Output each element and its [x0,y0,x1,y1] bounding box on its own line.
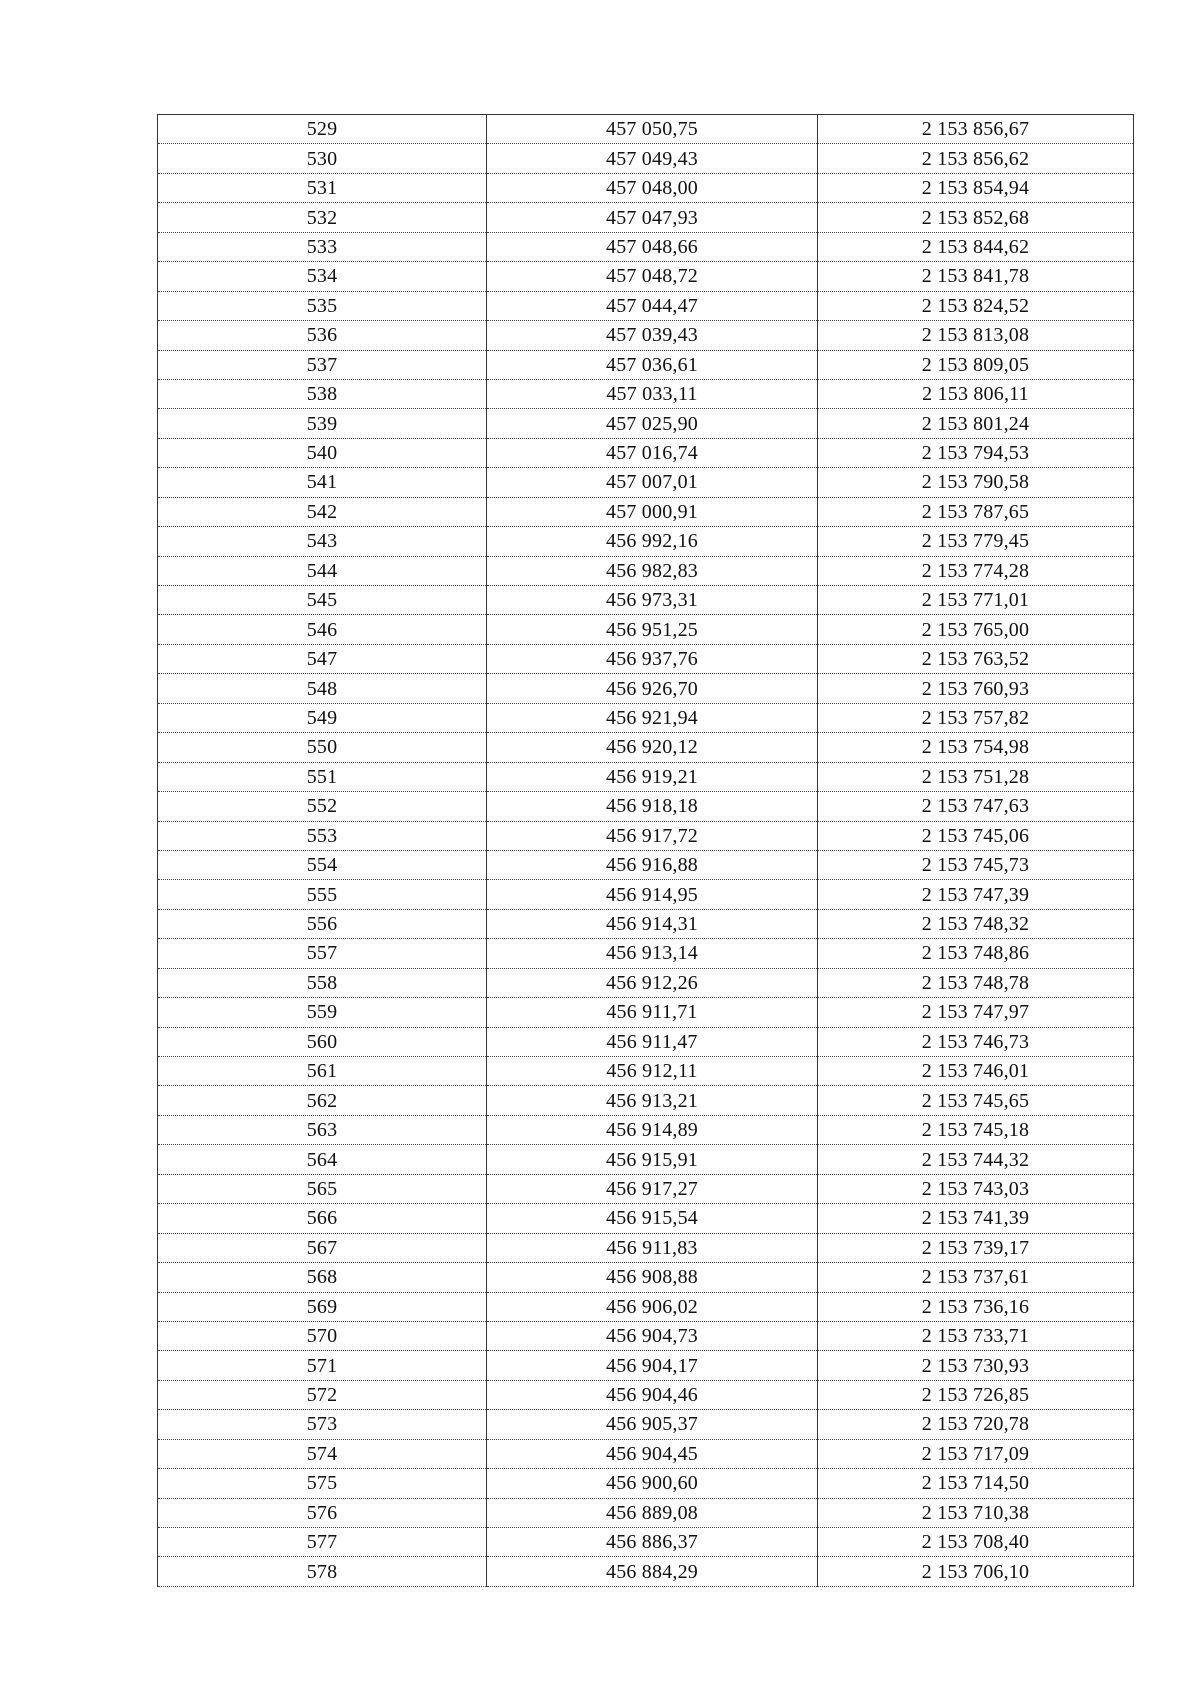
x-coordinate-cell: 456 926,70 [487,674,818,703]
table-row [158,115,1134,144]
y-coordinate-cell: 2 153 801,24 [818,409,1134,438]
table-row [158,762,1134,791]
y-coordinate-cell: 2 153 757,82 [818,703,1134,732]
point-number-cell: 531 [158,173,487,202]
x-coordinate-cell: 456 904,73 [487,1321,818,1350]
y-coordinate-cell: 2 153 745,73 [818,850,1134,879]
x-coordinate-cell: 456 919,21 [487,762,818,791]
point-number-cell: 570 [158,1321,487,1350]
x-coordinate-cell: 456 982,83 [487,556,818,585]
x-coordinate-cell: 457 049,43 [487,144,818,173]
y-coordinate-cell: 2 153 809,05 [818,350,1134,379]
point-number-cell: 573 [158,1410,487,1439]
x-coordinate-cell: 456 992,16 [487,527,818,556]
point-number-cell: 542 [158,497,487,526]
table-row [158,1380,1134,1409]
y-coordinate-cell: 2 153 854,94 [818,173,1134,202]
point-number-cell: 554 [158,850,487,879]
table-row [158,1439,1134,1468]
y-coordinate-cell: 2 153 779,45 [818,527,1134,556]
table-row [158,733,1134,762]
y-coordinate-cell: 2 153 856,62 [818,144,1134,173]
table-row [158,1321,1134,1350]
table-row [158,379,1134,408]
table-row [158,497,1134,526]
y-coordinate-cell: 2 153 746,01 [818,1057,1134,1086]
x-coordinate-cell: 456 886,37 [487,1528,818,1557]
y-coordinate-cell: 2 153 726,85 [818,1380,1134,1409]
y-coordinate-cell: 2 153 706,10 [818,1557,1134,1586]
y-coordinate-cell: 2 153 733,71 [818,1321,1134,1350]
point-number-cell: 534 [158,262,487,291]
point-number-cell: 532 [158,203,487,232]
y-coordinate-cell: 2 153 746,73 [818,1027,1134,1056]
table-row [158,586,1134,615]
x-coordinate-cell: 457 033,11 [487,379,818,408]
coordinates-table [157,114,1134,1587]
x-coordinate-cell: 457 047,93 [487,203,818,232]
point-number-cell: 547 [158,644,487,673]
x-coordinate-cell: 456 917,27 [487,1174,818,1203]
point-number-cell: 559 [158,998,487,1027]
y-coordinate-cell: 2 153 730,93 [818,1351,1134,1380]
table-row [158,821,1134,850]
y-coordinate-cell: 2 153 743,03 [818,1174,1134,1203]
point-number-cell: 575 [158,1469,487,1498]
y-coordinate-cell: 2 153 744,32 [818,1145,1134,1174]
point-number-cell: 567 [158,1233,487,1262]
table-row [158,262,1134,291]
x-coordinate-cell: 456 912,26 [487,968,818,997]
y-coordinate-cell: 2 153 708,40 [818,1528,1134,1557]
table-row [158,1115,1134,1144]
point-number-cell: 540 [158,438,487,467]
table-row [158,1204,1134,1233]
table-row [158,173,1134,202]
table-row [158,232,1134,261]
y-coordinate-cell: 2 153 748,32 [818,909,1134,938]
table-row [158,968,1134,997]
y-coordinate-cell: 2 153 720,78 [818,1410,1134,1439]
y-coordinate-cell: 2 153 763,52 [818,644,1134,673]
table-row [158,850,1134,879]
table-row [158,1469,1134,1498]
x-coordinate-cell: 456 906,02 [487,1292,818,1321]
x-coordinate-cell: 456 911,47 [487,1027,818,1056]
x-coordinate-cell: 457 050,75 [487,115,818,144]
point-number-cell: 564 [158,1145,487,1174]
table-row [158,438,1134,467]
x-coordinate-cell: 456 916,88 [487,850,818,879]
y-coordinate-cell: 2 153 737,61 [818,1263,1134,1292]
point-number-cell: 562 [158,1086,487,1115]
point-number-cell: 576 [158,1498,487,1527]
y-coordinate-cell: 2 153 748,78 [818,968,1134,997]
x-coordinate-cell: 456 973,31 [487,586,818,615]
table-row [158,939,1134,968]
y-coordinate-cell: 2 153 813,08 [818,321,1134,350]
point-number-cell: 539 [158,409,487,438]
table-row [158,615,1134,644]
table-row [158,1027,1134,1056]
point-number-cell: 541 [158,468,487,497]
point-number-cell: 548 [158,674,487,703]
point-number-cell: 577 [158,1528,487,1557]
table-row [158,291,1134,320]
y-coordinate-cell: 2 153 745,18 [818,1115,1134,1144]
point-number-cell: 568 [158,1263,487,1292]
x-coordinate-cell: 457 036,61 [487,350,818,379]
point-number-cell: 561 [158,1057,487,1086]
point-number-cell: 550 [158,733,487,762]
x-coordinate-cell: 456 914,95 [487,880,818,909]
x-coordinate-cell: 457 000,91 [487,497,818,526]
point-number-cell: 536 [158,321,487,350]
y-coordinate-cell: 2 153 794,53 [818,438,1134,467]
table-row [158,556,1134,585]
table-row [158,703,1134,732]
x-coordinate-cell: 456 905,37 [487,1410,818,1439]
y-coordinate-cell: 2 153 852,68 [818,203,1134,232]
x-coordinate-cell: 457 025,90 [487,409,818,438]
point-number-cell: 533 [158,232,487,261]
y-coordinate-cell: 2 153 717,09 [818,1439,1134,1468]
y-coordinate-cell: 2 153 710,38 [818,1498,1134,1527]
y-coordinate-cell: 2 153 754,98 [818,733,1134,762]
y-coordinate-cell: 2 153 765,00 [818,615,1134,644]
table-row [158,1057,1134,1086]
x-coordinate-cell: 457 016,74 [487,438,818,467]
x-coordinate-cell: 456 921,94 [487,703,818,732]
x-coordinate-cell: 456 913,14 [487,939,818,968]
y-coordinate-cell: 2 153 824,52 [818,291,1134,320]
y-coordinate-cell: 2 153 787,65 [818,497,1134,526]
x-coordinate-cell: 456 889,08 [487,1498,818,1527]
point-number-cell: 574 [158,1439,487,1468]
x-coordinate-cell: 456 915,54 [487,1204,818,1233]
point-number-cell: 546 [158,615,487,644]
x-coordinate-cell: 456 908,88 [487,1263,818,1292]
x-coordinate-cell: 456 920,12 [487,733,818,762]
table-row [158,1410,1134,1439]
point-number-cell: 555 [158,880,487,909]
point-number-cell: 549 [158,703,487,732]
point-number-cell: 560 [158,1027,487,1056]
table-row [158,1233,1134,1262]
point-number-cell: 558 [158,968,487,997]
table-row [158,468,1134,497]
point-number-cell: 551 [158,762,487,791]
point-number-cell: 543 [158,527,487,556]
y-coordinate-cell: 2 153 760,93 [818,674,1134,703]
table-row [158,1174,1134,1203]
point-number-cell: 563 [158,1115,487,1144]
point-number-cell: 552 [158,792,487,821]
point-number-cell: 571 [158,1351,487,1380]
x-coordinate-cell: 456 951,25 [487,615,818,644]
table-row [158,998,1134,1027]
y-coordinate-cell: 2 153 714,50 [818,1469,1134,1498]
table-row [158,144,1134,173]
y-coordinate-cell: 2 153 745,65 [818,1086,1134,1115]
x-coordinate-cell: 457 044,47 [487,291,818,320]
x-coordinate-cell: 456 914,31 [487,909,818,938]
x-coordinate-cell: 457 048,72 [487,262,818,291]
point-number-cell: 565 [158,1174,487,1203]
x-coordinate-cell: 457 048,66 [487,232,818,261]
x-coordinate-cell: 456 915,91 [487,1145,818,1174]
y-coordinate-cell: 2 153 745,06 [818,821,1134,850]
table-row [158,203,1134,232]
y-coordinate-cell: 2 153 856,67 [818,115,1134,144]
x-coordinate-cell: 457 007,01 [487,468,818,497]
x-coordinate-cell: 457 048,00 [487,173,818,202]
x-coordinate-cell: 456 937,76 [487,644,818,673]
y-coordinate-cell: 2 153 771,01 [818,586,1134,615]
x-coordinate-cell: 456 912,11 [487,1057,818,1086]
x-coordinate-cell: 456 884,29 [487,1557,818,1586]
point-number-cell: 557 [158,939,487,968]
table-row [158,527,1134,556]
table-row [158,1498,1134,1527]
x-coordinate-cell: 456 904,45 [487,1439,818,1468]
point-number-cell: 572 [158,1380,487,1409]
y-coordinate-cell: 2 153 739,17 [818,1233,1134,1262]
y-coordinate-cell: 2 153 751,28 [818,762,1134,791]
point-number-cell: 538 [158,379,487,408]
x-coordinate-cell: 456 900,60 [487,1469,818,1498]
y-coordinate-cell: 2 153 841,78 [818,262,1134,291]
table-row [158,409,1134,438]
table-row [158,880,1134,909]
table-row [158,1528,1134,1557]
x-coordinate-cell: 456 914,89 [487,1115,818,1144]
y-coordinate-cell: 2 153 790,58 [818,468,1134,497]
point-number-cell: 556 [158,909,487,938]
point-number-cell: 537 [158,350,487,379]
y-coordinate-cell: 2 153 774,28 [818,556,1134,585]
x-coordinate-cell: 456 918,18 [487,792,818,821]
y-coordinate-cell: 2 153 747,97 [818,998,1134,1027]
point-number-cell: 566 [158,1204,487,1233]
y-coordinate-cell: 2 153 736,16 [818,1292,1134,1321]
point-number-cell: 569 [158,1292,487,1321]
x-coordinate-cell: 456 911,83 [487,1233,818,1262]
table-row [158,1292,1134,1321]
table-row [158,674,1134,703]
x-coordinate-cell: 457 039,43 [487,321,818,350]
point-number-cell: 578 [158,1557,487,1586]
point-number-cell: 553 [158,821,487,850]
y-coordinate-cell: 2 153 806,11 [818,379,1134,408]
x-coordinate-cell: 456 904,17 [487,1351,818,1380]
y-coordinate-cell: 2 153 747,63 [818,792,1134,821]
table-row [158,792,1134,821]
y-coordinate-cell: 2 153 748,86 [818,939,1134,968]
table-row [158,909,1134,938]
x-coordinate-cell: 456 911,71 [487,998,818,1027]
table-row [158,321,1134,350]
table-row [158,644,1134,673]
table-row [158,1351,1134,1380]
y-coordinate-cell: 2 153 741,39 [818,1204,1134,1233]
table-row [158,1263,1134,1292]
coordinates-table-body [158,115,1134,1587]
point-number-cell: 545 [158,586,487,615]
table-row [158,1557,1134,1586]
table-row [158,350,1134,379]
point-number-cell: 535 [158,291,487,320]
x-coordinate-cell: 456 904,46 [487,1380,818,1409]
y-coordinate-cell: 2 153 747,39 [818,880,1134,909]
x-coordinate-cell: 456 913,21 [487,1086,818,1115]
x-coordinate-cell: 456 917,72 [487,821,818,850]
table-row [158,1145,1134,1174]
point-number-cell: 529 [158,115,487,144]
point-number-cell: 530 [158,144,487,173]
y-coordinate-cell: 2 153 844,62 [818,232,1134,261]
point-number-cell: 544 [158,556,487,585]
table-row [158,1086,1134,1115]
